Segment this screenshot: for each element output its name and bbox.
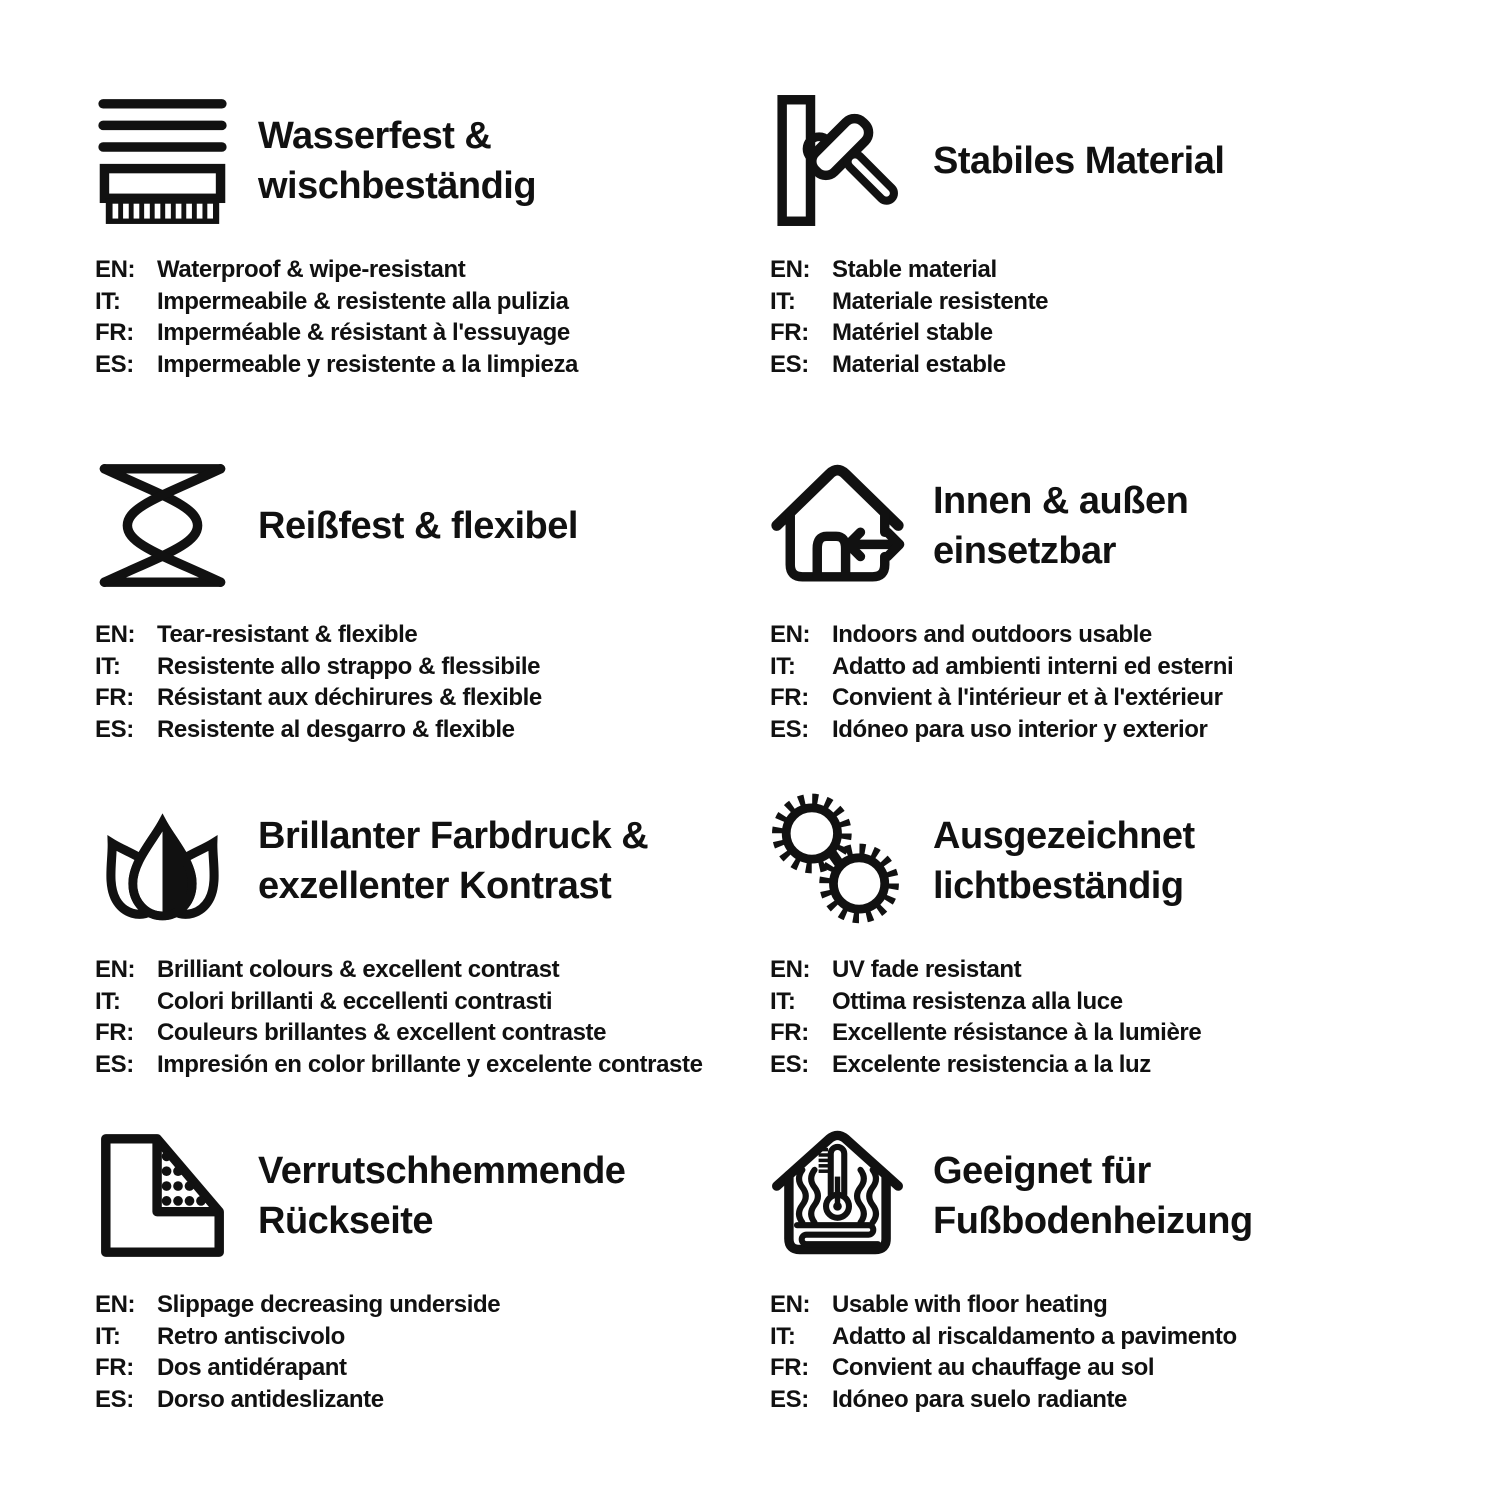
feature-head [95,93,770,228]
feature-title [258,501,578,551]
translation-text: Matériel stable [832,319,993,346]
feature-head [95,458,770,593]
lang-code: FR: [95,1354,134,1381]
lang-code: EN: [95,621,136,648]
lang-code: IT: [95,287,121,315]
translation-row [95,651,770,683]
translation-text: Brilliant colours & excellent contrast [157,956,560,983]
translation-text: Idóneo para suelo radiante [832,1385,1128,1413]
feature-color-print [95,785,770,1120]
feature-head [770,458,1445,593]
lang-code: ES: [770,1385,809,1413]
lang-code: ES: [95,1050,134,1078]
feature-title-line: Brillanter Farbdruck & [258,814,649,857]
translation-row [95,1384,770,1416]
feature-head [95,1128,770,1263]
translation-text: Ottima resistenza alla luce [832,987,1123,1015]
lang-code: ES: [95,715,134,743]
feature-title-line: exzellenter Kontrast [258,864,612,907]
lang-code: EN: [95,956,136,983]
translation-text: Convient à l'intérieur et à l'extérieur [832,684,1223,711]
lang-code: FR: [770,684,809,711]
feature-stable-material [770,85,1445,450]
lang-code: ES: [770,350,809,378]
translation-text: Stable material [832,256,997,283]
translation-text: Excellente résistance à la lumière [832,1019,1202,1046]
feature-head [770,93,1445,228]
house-floor-heating-icon [770,1128,905,1263]
feature-tear-resistant [95,450,770,785]
lang-code: FR: [770,1354,809,1381]
translation-row [770,1017,1445,1049]
feature-light-resistant [770,785,1445,1120]
translation-row [95,1289,770,1321]
lang-code: IT: [770,652,796,680]
translation-row [95,986,770,1018]
feature-title [258,811,648,911]
translation-row [95,619,770,651]
ink-drops-icon [95,793,230,928]
two-suns-icon [770,793,905,928]
feature-title-line: Wasserfest & [258,114,492,157]
translation-row [95,349,770,381]
lang-code: EN: [770,956,811,983]
translation-row [95,1017,770,1049]
translation-text: Impermeabile & resistente alla pulizia [157,287,569,315]
feature-head [95,793,770,928]
feature-title-line: Ausgezeichnet [933,814,1195,857]
feature-title-line: wischbeständig [258,164,537,207]
feature-title [933,811,1195,911]
translation-row [95,317,770,349]
feature-title-line: Verrutschhemmende [258,1149,626,1192]
translation-text: Couleurs brillantes & excellent contraste [157,1019,607,1046]
feature-non-slip [95,1120,770,1460]
lang-code: FR: [770,1019,809,1046]
translation-row [770,986,1445,1018]
lang-code: IT: [95,987,121,1015]
translation-row [770,1352,1445,1384]
lang-code: FR: [95,684,134,711]
translation-text: Tear-resistant & flexible [157,621,418,648]
translation-text: Material estable [832,350,1006,378]
feature-title [933,476,1188,576]
translation-text: UV fade resistant [832,956,1022,983]
translation-row [95,286,770,318]
translation-row [95,714,770,746]
translation-list [770,619,1445,745]
translation-text: Waterproof & wipe-resistant [157,256,466,283]
translation-list [95,1289,770,1415]
feature-title-line: Reißfest & flexibel [258,504,578,547]
lang-code: ES: [770,1050,809,1078]
translation-row [770,1321,1445,1353]
feature-title-line: Geeignet für [933,1149,1151,1192]
translation-row [770,714,1445,746]
translation-text: Imperméable & résistant à l'essuyage [157,319,570,346]
translation-row [95,954,770,986]
lang-code: FR: [95,319,134,346]
translation-row [770,1289,1445,1321]
translation-text: Indoors and outdoors usable [832,621,1152,648]
feature-title-line: Rückseite [258,1199,434,1242]
lang-code: ES: [770,715,809,743]
feature-title-line: Fußbodenheizung [933,1199,1253,1242]
lang-code: EN: [770,1291,811,1318]
translation-row [95,254,770,286]
translation-text: Colori brillanti & eccellenti contrasti [157,987,553,1015]
translation-text: Convient au chauffage au sol [832,1354,1155,1381]
translation-list [95,954,770,1080]
translation-row [95,1049,770,1081]
feature-title-line: lichtbeständig [933,864,1184,907]
feature-title-line: Stabiles Material [933,139,1225,182]
lang-code: IT: [770,1322,796,1350]
translation-text: Dos antidérapant [157,1354,347,1381]
translation-text: Usable with floor heating [832,1291,1108,1318]
feature-waterproof [95,85,770,450]
translation-text: Idóneo para uso interior y exterior [832,715,1208,743]
feature-title [933,136,1224,186]
hammer-material-icon [770,93,905,228]
feature-head [770,1128,1445,1263]
translation-row [770,682,1445,714]
lang-code: FR: [95,1019,134,1046]
translation-text: Adatto al riscaldamento a pavimento [832,1322,1237,1350]
translation-text: Dorso antideslizante [157,1385,384,1413]
translation-row [770,619,1445,651]
translation-text: Impermeable y resistente a la limpieza [157,350,579,378]
lang-code: IT: [770,987,796,1015]
lang-code: IT: [95,1322,121,1350]
translation-text: Slippage decreasing underside [157,1291,501,1318]
feature-title-line: einsetzbar [933,529,1116,572]
feature-head [770,793,1445,928]
feature-title [258,1146,625,1246]
translation-row [770,954,1445,986]
translation-row [770,1384,1445,1416]
lang-code: EN: [770,256,811,283]
lang-code: IT: [770,287,796,315]
translation-text: Adatto ad ambienti interni ed esterni [832,652,1234,680]
lang-code: ES: [95,350,134,378]
translation-row [770,317,1445,349]
lang-code: EN: [95,1291,136,1318]
lang-code: ES: [95,1385,134,1413]
translation-row [770,254,1445,286]
translation-text: Retro antiscivolo [157,1322,345,1350]
translation-text: Résistant aux déchirures & flexible [157,684,542,711]
lang-code: FR: [770,319,809,346]
translation-text: Excelente resistencia a la luz [832,1050,1151,1078]
feature-title-line: Innen & außen [933,479,1189,522]
lang-code: EN: [770,621,811,648]
translation-text: Resistente allo strappo & flessibile [157,652,541,680]
water-lines-brush-icon [95,93,230,228]
lang-code: EN: [95,256,136,283]
translation-list [770,1289,1445,1415]
translation-list [95,619,770,745]
translation-text: Impresión en color brillante y excelente contraste [157,1050,703,1078]
feature-title [933,1146,1253,1246]
translation-row [95,1352,770,1384]
feature-floor-heating [770,1120,1445,1460]
translation-row [770,286,1445,318]
translation-list [770,254,1445,380]
tear-flex-curves-icon [95,458,230,593]
house-double-arrow-icon [770,458,905,593]
translation-row [95,682,770,714]
translation-row [770,651,1445,683]
feature-indoor-outdoor [770,450,1445,785]
feature-title [258,111,536,211]
translation-row [770,1049,1445,1081]
lang-code: IT: [95,652,121,680]
translation-row [770,349,1445,381]
folded-corner-dots-icon [95,1128,230,1263]
translation-list [95,254,770,380]
translation-text: Resistente al desgarro & flexible [157,715,515,743]
translation-list [770,954,1445,1080]
translation-row [95,1321,770,1353]
translation-text: Materiale resistente [832,287,1049,315]
